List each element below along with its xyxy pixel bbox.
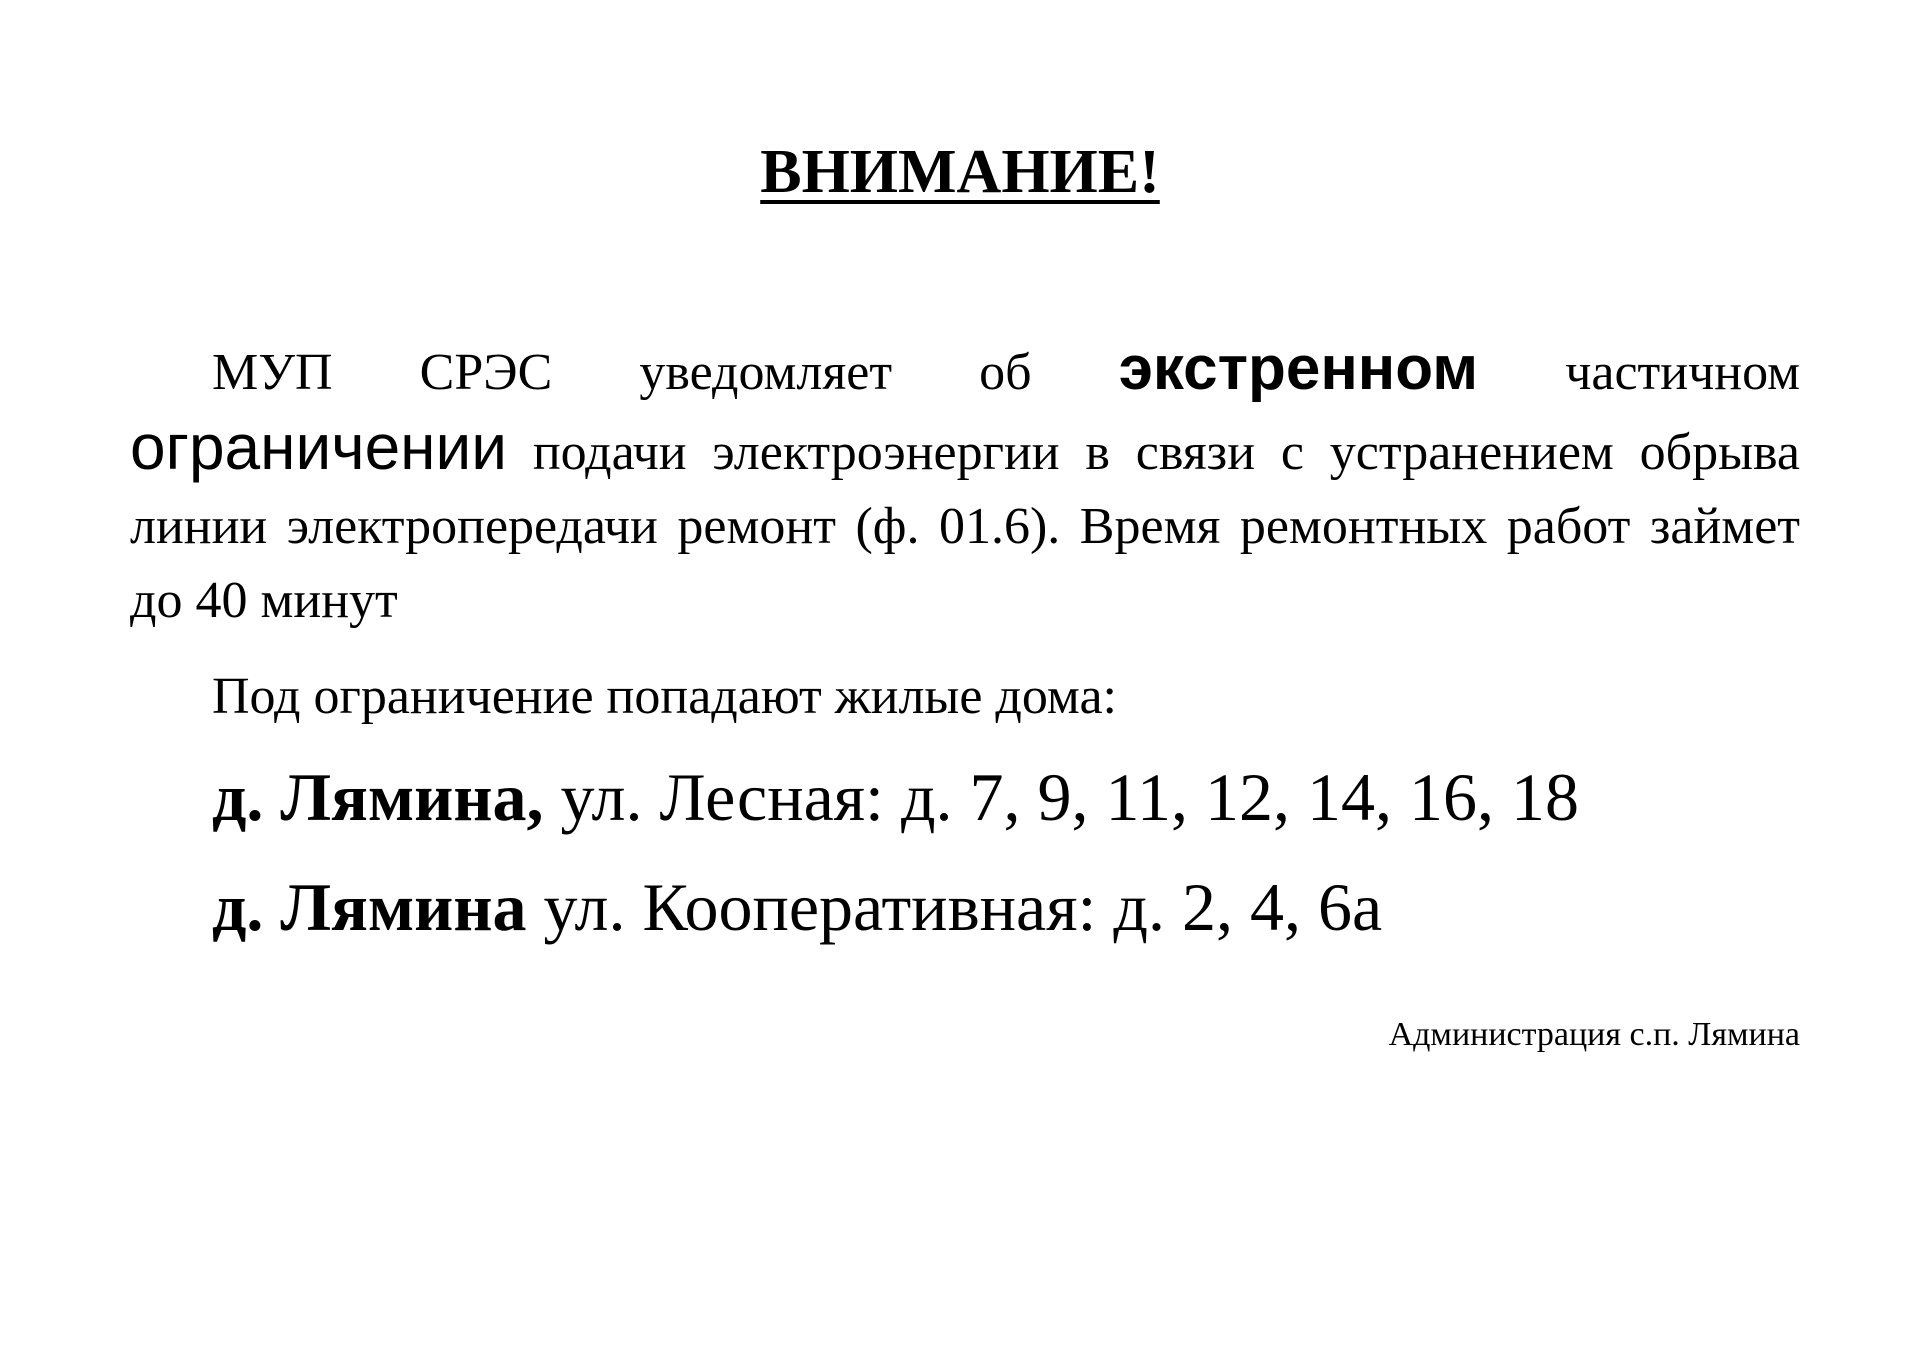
paragraph-rest-text: подачи электроэнергии в связи с устранением обрыва линии электропередачи ремонт (ф. 01.6). Время ремонтных работ займет до 40 минут	[130, 424, 1800, 629]
notice-paragraph	[130, 332, 1800, 638]
address-village: д. Лямина,	[212, 759, 544, 835]
address-details: ул. Кооперативная: д. 2, 4, 6а	[543, 869, 1383, 945]
houses-intro: Под ограничение попадают жилые дома:	[212, 668, 1117, 725]
paragraph-emphasis-urgent: экстренном	[1118, 334, 1479, 403]
address-line	[212, 752, 1579, 842]
address-details: ул. Лесная: д. 7, 9, 11, 12, 14, 16, 18	[560, 759, 1580, 835]
address-line	[212, 862, 1382, 952]
paragraph-org-text: МУП СРЭС уведомляет об	[212, 344, 1032, 401]
notice-title: ВНИМАНИЕ!	[760, 138, 1160, 206]
signature: Администрация с.п. Лямина	[1388, 1016, 1800, 1053]
address-village: д. Лямина	[212, 869, 527, 945]
paragraph-emphasis-restriction: ограничении	[130, 411, 507, 483]
paragraph-partial-text: частичном	[1565, 344, 1800, 401]
